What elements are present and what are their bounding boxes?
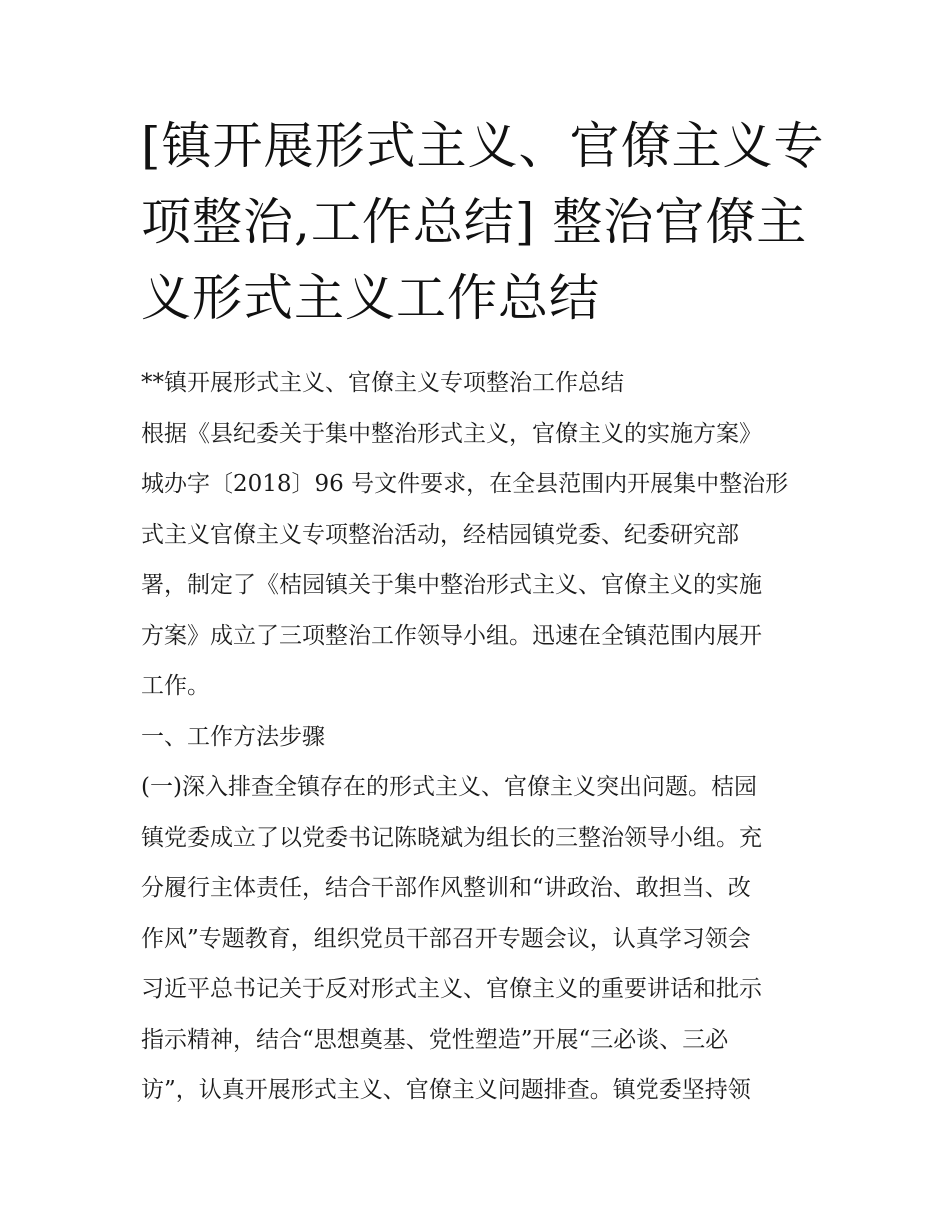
title-line: 项整治,工作总结] 整治官僚主 bbox=[141, 193, 808, 251]
paragraph-line: 分履行主体责任，结合干部作风整训和“讲政治、敢担当、改 bbox=[141, 875, 751, 901]
paragraph-line: 式主义官僚主义专项整治活动，经桔园镇党委、纪委研究部 bbox=[141, 521, 739, 548]
title-line: [镇开展形式主义、官僚主义专 bbox=[141, 117, 825, 175]
document-content bbox=[141, 108, 825, 1116]
subtitle-line: **镇开展形式主义、官僚主义专项整治工作总结 bbox=[141, 370, 624, 396]
paragraph-line: 指示精神，结合“思想奠基、党性塑造”开展“三必谈、三必 bbox=[141, 1026, 729, 1053]
title-line: 义形式主义工作总结 bbox=[141, 269, 600, 327]
paragraph-line: 方案》成立了三项整治工作领导小组。迅速在全镇范围内展开 bbox=[141, 622, 762, 649]
section-heading: 一、工作方法步骤 bbox=[141, 723, 325, 750]
paragraph-line: 访”，认真开展形式主义、官僚主义问题排查。镇党委坚持领 bbox=[141, 1077, 751, 1103]
paragraph-line: 镇党委成立了以党委书记陈晓斌为组长的三整治领导小组。充 bbox=[141, 824, 762, 851]
paragraph-line: 根据《县纪委关于集中整治形式主义，官僚主义的实施方案》 bbox=[141, 420, 762, 447]
paragraph-line: 城办字〔2018〕96 号文件要求，在全县范围内开展集中整治形 bbox=[141, 471, 789, 497]
paragraph-line: 署，制定了《桔园镇关于集中整治形式主义、官僚主义的实施 bbox=[141, 572, 762, 598]
document-body bbox=[141, 358, 816, 1116]
paragraph-line: 习近平总书记关于反对形式主义、官僚主义的重要讲话和批示 bbox=[141, 976, 762, 1002]
paragraph-line: 工作。 bbox=[141, 673, 210, 699]
document-title bbox=[141, 108, 825, 336]
paragraph-line: 作风”专题教育，组织党员干部召开专题会议，认真学习领会 bbox=[141, 925, 751, 952]
paragraph-line: (一)深入排查全镇存在的形式主义、官僚主义突出问题。桔园 bbox=[141, 774, 757, 800]
